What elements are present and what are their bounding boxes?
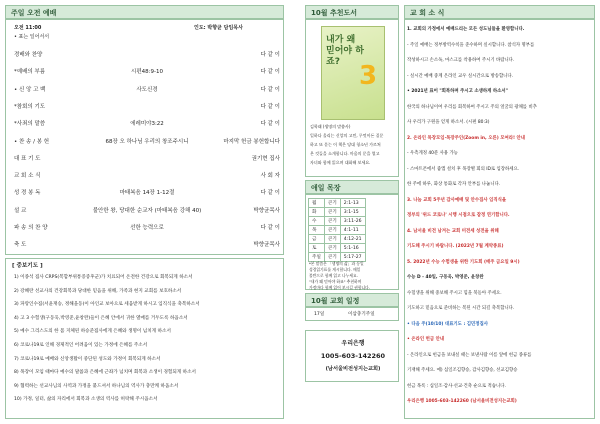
worship-item-performer: 다 같 이 (260, 121, 280, 128)
news-line: 수험생을 위해 중보해 주시고 힘을 북돋아 주세요. (407, 290, 502, 296)
news-line: - 스마트폰에서 줌앱 설치 후 목장별 회의 ID로 입장하세요. (407, 166, 520, 172)
worship-order-row (14, 166, 280, 183)
worship-item-performer: 사 회 자 (260, 173, 280, 180)
book-description-line: 일하다 올리는 신앙의 고민, 무엇이든 질문 (310, 133, 384, 138)
worship-order-row (14, 97, 280, 114)
meal-note: 가정마다 함께 읽어 보시길 권합니다. (309, 285, 371, 290)
worship-item-label: *참회의 기도 (14, 103, 46, 110)
book-cover-title: 내가 왜 믿어야 하죠? (326, 35, 364, 67)
prayer-item: 3) 파랑인수집(서윤재승, 정해을동)이 아인교 보아으로 세움받게 하시고 입직식을 축복하소서 (14, 302, 200, 308)
schedule-box (305, 307, 399, 321)
news-line: 사 우리가 구원을 얻게 하소서. (시편 80:3) (407, 120, 490, 125)
worship-item-label: 경배와 찬양 (14, 52, 43, 58)
book-author: 김학래 (생명의 말씀사) (310, 124, 351, 129)
worship-header: 주일 오전 예배 (5, 5, 284, 19)
meal-row (309, 235, 366, 244)
prayer-item: 1) 이종석 집사 CRPS(복합부위통증증후군)가 치료되어 온전한 건강으로 회복되게 하소서 (14, 275, 193, 280)
news-line: 정부의 '위드 코로나' 시행 시점으로 잠정 연기합니다. (407, 213, 510, 218)
worship-item-performer: 박향균목사 (253, 207, 280, 214)
meal-cell-time: 3:1-15 (340, 208, 365, 217)
worship-item-detail: 에레미야3:22 (130, 121, 164, 128)
account-number: 1005-603-142260 (320, 352, 386, 360)
news-line: • 온라인 헌금 안내 (407, 337, 445, 342)
meal-cell-group: 큰기 (324, 199, 340, 208)
worship-item-performer: 다 같 이 (260, 190, 280, 197)
worship-item-label: 설 교 (14, 207, 27, 214)
meal-cell-group: 큰기 (324, 208, 340, 217)
worship-item-detail: 선한 능력으로 (130, 225, 164, 231)
news-line: 1. 교회의 가정에서 예배드리는 모든 성도님들을 환영합니다. (407, 27, 525, 32)
meal-box (305, 194, 399, 290)
meal-cell-day: 수 (309, 217, 325, 226)
meal-row (309, 217, 366, 226)
schedule-date: 17일 (314, 312, 325, 317)
news-line: 헌금 목록 : 십일조·감사·선교·건축 순으로 적습니다. (407, 383, 506, 389)
worship-order-row (14, 62, 280, 79)
worship-item-detail: 불안한 왕, 당대한 순교자 (마태복음 강해 40) (92, 207, 202, 214)
news-line: - 주일 예배는 정부방역수칙을 준수하며 실시합니다. 참석자 명부를 (407, 42, 535, 48)
meal-cell-group: 큰기 (324, 253, 340, 262)
account-holder: (남서울비전성지는교회) (325, 366, 381, 372)
meal-row (309, 208, 366, 217)
meal-cell-day: 목 (309, 226, 325, 235)
news-line: • 다음 주(10/10) 대표기도 : 김민정집사 (407, 321, 488, 327)
meal-cell-day: 토 (309, 244, 325, 253)
prayer-item: 9) 협력하는 선교사님의 사역과 가정을 붙드셔서 하나님의 역사가 충만케 하옵소서 (14, 383, 179, 389)
meal-row (309, 226, 366, 235)
news-line: 한 주에 하루, 화상 통화로 각자 안부를 나눕니다. (407, 182, 501, 187)
prayer-item: 6) 코로나19로 인해 경제적인 어려움이 있는 가정에 은혜를 주소서 (14, 343, 148, 348)
meal-note: 볼반으로 함께 읽고 나누세요. (309, 273, 358, 278)
news-line: 기도해 주시기 바랍니다. (2022년 7월 계약종료) (407, 244, 504, 249)
worship-item-performer: 다 같 이 (260, 69, 280, 76)
worship-item-label: 축 도 (14, 242, 27, 249)
schedule-header: 10월 교회 일정 (305, 293, 399, 307)
worship-item-label: • 찬 송 / 봉 헌 (14, 138, 50, 145)
prayer-item: 4) 고 3 수험생(구동욱,박영준,윤창완)들이 은혜 안에서 귀한 열매를 거두도록 하옵소서 (14, 315, 188, 321)
worship-item-label: 교 회 소 식 (14, 173, 41, 180)
worship-item-performer: 다 같 이 (260, 52, 280, 58)
worship-item-detail: 68장 오 하나님 우리의 창조주시니 (105, 138, 189, 145)
worship-item-performer: 다 같 이 (260, 86, 280, 93)
worship-order-row (14, 132, 280, 149)
worship-item-performer: 마지막 헌금 봉헌합니다 (223, 138, 280, 145)
worship-order-row (14, 80, 280, 97)
meal-note: *본 말씀은 「생명의 삶」과 동일 (309, 261, 364, 266)
meal-note: 성경읽기표를 게시합니다. 매일 (309, 267, 361, 272)
news-line: - 온라인으로 헌금을 보내실 때는 보낸사람 이름 앞에 헌금 종류를 (407, 352, 532, 358)
worship-item-performer: 다 같 이 (260, 103, 280, 110)
worship-item-label: 성 경 봉 독 (14, 190, 41, 197)
news-line: 작성하시고 손소독, 마스크를 착용하여 주시기 바랍니다. (407, 58, 515, 63)
news-line: - 우측게정 40분 사용 가능 (407, 151, 458, 156)
meal-note: "내가 왜 믿어야 하죠" 추천하며 (309, 279, 362, 284)
book-description-line: 자녀와 함께 읽으며 대화해 보세요. (310, 160, 371, 165)
worship-time: 오전 11:00 (14, 25, 42, 31)
meal-cell-time: 4:12-21 (340, 235, 365, 244)
worship-item-label: 대 표 기 도 (14, 155, 41, 162)
prayer-item: 5) 예수 그리스도의 한 몸 지체된 하승준집사에게 은혜와 생명이 넘치게 하소서 (14, 329, 171, 335)
prayer-item: 10) 가정, 일터, 삶의 자리에서 회복과 소생의 역사를 허락해 주시옵소서 (14, 397, 158, 403)
book-description-line: 하고 또 묻는 이 책은 당대 청소년 가르쳐 (310, 142, 381, 147)
meal-row (309, 199, 366, 208)
meal-cell-time: 4:1-11 (340, 226, 365, 235)
meal-cell-day: 금 (309, 235, 325, 244)
news-line: 5. 2022년 수능 수험생을 위한 기도회 (매주 금요일 9시) (407, 259, 520, 265)
news-line: • 2021년 표어 "회복하며 주시고 소생하게 하소서" (407, 89, 508, 94)
news-line: 3. 나눔 교회 5주년 감사예배 및 안수집사 임직식을 (407, 197, 507, 203)
meal-row (309, 244, 366, 253)
meal-cell-time: 2:1-13 (340, 199, 365, 208)
meal-cell-group: 큰기 (324, 244, 340, 253)
worship-item-label: *예배의 부름 (14, 69, 46, 76)
news-line: 2. 온라인 목장모임·목장주인(Zoom in, 오른) 모여라! 안내 (407, 135, 526, 141)
meal-cell-time: 5:17-27 (340, 253, 365, 262)
news-line: 우리은행 1005-603-142260 (남서울비전성지는교회) (407, 399, 517, 404)
worship-order-note: • 표는 일어서서 (14, 34, 50, 40)
meal-cell-day: 화 (309, 208, 325, 217)
news-line: - 실시간 예배 중계 온라인 교우 실시간으로 방송합니다. (407, 73, 514, 79)
book-cover-image (321, 26, 385, 120)
account-bank: 우리은행 (341, 340, 365, 347)
worship-order-row (14, 114, 280, 131)
news-line: 기도하고 믿음으로 준비하는 복된 시간 되길 축복합니다. (407, 306, 515, 311)
prayer-item: 7) 코로나19로 예배와 신앙생활이 중단된 성도와 가정이 회복되게 하소서 (14, 356, 161, 362)
meal-cell-time: 3:11-26 (340, 217, 365, 226)
worship-order-row (14, 201, 280, 218)
prayer-item: 2) 강혜란 선교사의 건강회복과 당대한 믿음을 위해, 가족과 현지 교회를 보호하소서 (14, 288, 182, 294)
account-box (305, 330, 399, 382)
news-line: 수능 D - 40일, 구동욱, 박영준, 윤창완 (407, 275, 484, 280)
worship-item-detail: 시편48:9-10 (131, 69, 163, 76)
news-header: 교 회 소 식 (404, 5, 595, 19)
meal-cell-day: 주일 (309, 253, 325, 262)
meal-header: 애일 목장 (305, 180, 399, 194)
worship-item-performer: 권기현 집사 (251, 155, 280, 162)
worship-leader: 인도: 박향균 담임목사 (194, 25, 243, 31)
worship-item-label: • 신 앙 고 백 (14, 86, 46, 93)
news-line: 4. 남서울 비전 남겨는 교회 미전세 성전을 위해 (407, 228, 499, 234)
worship-item-detail: 사도신경 (136, 86, 158, 93)
worship-item-performer: 다 같 이 (260, 225, 280, 231)
worship-item-detail: 마태복음 14장 1-12절 (119, 190, 175, 197)
meal-cell-day: 월 (309, 199, 325, 208)
worship-order-row (14, 183, 280, 200)
prayer-box (5, 258, 284, 419)
worship-order-row (14, 218, 280, 235)
news-line: 기재해 주세요. 예) 십일조김향승, 감사김향승, 선교김향승 (407, 368, 518, 373)
book-header: 10월 추천도서 (305, 5, 399, 19)
worship-item-performer: 박향균목사 (253, 242, 280, 249)
schedule-event: 이삼충기주일 (348, 312, 375, 317)
meal-cell-time: 5:1-16 (340, 244, 365, 253)
meal-cell-group: 큰기 (324, 217, 340, 226)
meal-table (308, 198, 366, 262)
meal-cell-group: 큰기 (324, 226, 340, 235)
book-description-line: 온 것들을 소개합니다. 마음의 문을 열고 (310, 151, 380, 156)
worship-item-label: 파 송 의 찬 양 (14, 225, 48, 231)
news-line: 한국의 하나님이여 우리를 회복하여 주시고 주의 얼굴의 광채를 비추 (407, 104, 537, 110)
prayer-header: [ 중보기도 ] (12, 263, 43, 269)
worship-order-row (14, 149, 280, 166)
worship-order-row (14, 235, 280, 252)
prayer-item: 8) 목장이 모임 때마다 예수의 말씀과 은혜에 근좌가 넘치며 회복과 소생이 경험되게 하소서 (14, 370, 196, 376)
meal-cell-group: 큰기 (324, 235, 340, 244)
worship-item-label: *사죄의 말씀 (14, 121, 46, 128)
book-cover-number: 3 (359, 61, 378, 91)
book-box (305, 19, 399, 177)
worship-order-box (5, 19, 284, 255)
worship-order-row (14, 45, 280, 62)
